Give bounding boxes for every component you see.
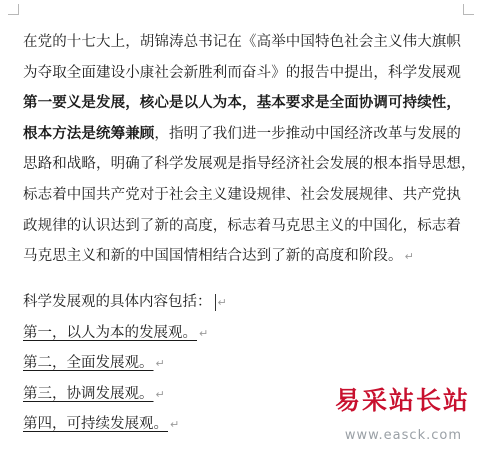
paragraph-mark: ↵ <box>155 357 165 371</box>
paragraph-line-bold: 第一要义是发展，核心是以人为本，基本要求是全面协调可持续性， <box>23 95 461 112</box>
list-item: 第一，以人为本的发展观。 ↵ <box>23 324 209 341</box>
paragraph-mark: ↵ <box>404 250 414 264</box>
paragraph-mark: ↵ <box>217 296 227 309</box>
list-item: 第三，协调发展观。 ↵ <box>23 385 165 402</box>
page-corner-mark-left <box>8 4 19 15</box>
text-cursor <box>215 294 216 311</box>
list-intro: 科学发展观的具体内容包括： ↵ <box>23 294 227 310</box>
paragraph-line: 标志着中国共产党对于社会主义建设规律、社会发展规律、共产党执 <box>23 186 461 203</box>
paragraph-line: 思路和战略，明确了科学发展观是指导经济社会发展的根本指导思想， <box>23 156 476 173</box>
paragraph-line: 政规律的认识达到了新的高度，标志着马克思主义的中国化，标志着 <box>23 217 461 234</box>
watermark-title: 易采站长站 <box>334 386 470 415</box>
list-item: 第二，全面发展观。 ↵ <box>23 355 165 372</box>
paragraph-line: 在党的十七大上，胡锦涛总书记在《高举中国特色社会主义伟大旗帜 <box>23 34 461 50</box>
paragraph-line: 马克思主义和新的中国国情相结合达到了新的高度和阶段。 ↵ <box>23 248 414 265</box>
page-corner-mark-right <box>463 4 474 15</box>
paragraph-mark: ↵ <box>155 387 165 401</box>
list-item: 第四，可持续发展观。 ↵ <box>23 416 180 433</box>
paragraph-line: 根本方法是统筹兼顾，指明了我们进一步推动中国经济改革与发展的 <box>23 125 462 142</box>
watermark-url: www.easck.com <box>344 428 462 443</box>
main-paragraph[interactable] <box>23 27 476 272</box>
paragraph-line: 为夺取全面建设小康社会新胜利而奋斗》的报告中提出，科学发展观 <box>23 64 461 81</box>
content-list[interactable] <box>23 287 227 440</box>
paragraph-mark: ↵ <box>199 326 209 340</box>
paragraph-mark: ↵ <box>170 418 180 432</box>
